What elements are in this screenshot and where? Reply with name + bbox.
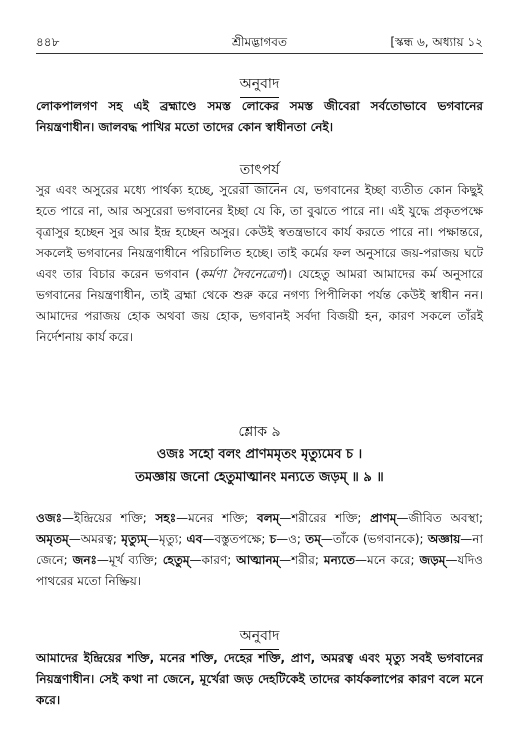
synonym-word: চ [269, 532, 277, 546]
synonym-meaning: মনে করে; [367, 553, 415, 567]
synonym-meaning: ইন্দ্রিয়ের শক্তি; [73, 511, 147, 525]
synonym-meaning: ও; [288, 532, 301, 546]
synonym-meaning: তাঁকে (ভগবানকে); [332, 532, 424, 546]
synonym-word: ওজঃ [36, 511, 62, 525]
translation-text-2: আমাদের ইন্দ্রিয়ের শক্তি, মনের শক্তি, দেহের শক্তি, প্রাণ, অমরত্ব এবং মৃত্যু সবই ভগবানের নিয়ন্ত্রণাধীন। সেই কথা না জেনে, মূর্খেরা জড় দেহটিকেই তাদের কার্যকলাপের কারণ বলে মনে করে। [36, 651, 483, 707]
synonym-meaning: যদিও পাথরের মতো নিষ্ক্রিয়। [36, 553, 483, 588]
book-title: শ্রীমদ্ভাগবত [231, 35, 287, 49]
header-rule [36, 53, 483, 54]
synonym-word: বলম্ [257, 511, 280, 525]
synonym-word: এব [186, 532, 203, 546]
synonym-word: মৃত্যুম্ [121, 532, 148, 546]
synonym-word: জনঃ [72, 553, 97, 567]
chapter-reference: [স্কন্ধ ৬, অধ্যায় ১২ [390, 35, 483, 49]
synonym-word: অজ্ঞায় [427, 532, 461, 546]
purport-quote: কর্মণা দৈবনেত্রেণ [199, 267, 283, 281]
synonym-word: মন্যতে [323, 553, 356, 567]
translation-heading-2: অনুবাদ [36, 624, 483, 650]
verse-line-2: তমজ্ঞায় জনো হেতুমাত্মানং মন্যতে জড়ম্ ॥ ৯ ॥ [135, 470, 384, 485]
synonym-meaning: মৃত্যু; [159, 532, 183, 546]
synonym-meaning: কারণ; [201, 553, 232, 567]
running-header [36, 34, 483, 50]
synonym-word: হেতুম্ [162, 553, 190, 567]
synonym-word: আত্মানম্ [236, 553, 280, 567]
translation-heading: অনুবাদ [36, 72, 483, 98]
verse-line-1: ওজঃ সহো বলং প্রাণমমৃতং মৃত্যুমেব চ । [156, 447, 363, 462]
synonym-word: জড়ম্ [419, 553, 446, 567]
synonym-meaning: শরীর; [291, 553, 319, 567]
synonym-meaning: জীবিত অবস্থা; [408, 511, 483, 525]
synonym-word: সহঃ [155, 511, 177, 525]
synonym-word: তম্ [305, 532, 321, 546]
purport-heading: তাৎপর্য [36, 158, 483, 184]
synonym-word: অমৃতম্ [36, 532, 69, 546]
word-for-word-synonyms: ওজঃ—ইন্দ্রিয়ের শক্তি; সহঃ—মনের শক্তি; বলম্—শরীরের শক্তি; প্রাণম্—জীবিত অবস্থা; অমৃতম্—অমরত্ব; মৃত্যুম্—মৃত্যু; এব—বস্তুতপক্ষে; চ—ও; তম্—তাঁকে (ভগবানকে); অজ্ঞায়—না জেনে; জনঃ—মূর্খ ব্যক্তি; হেতুম্—কারণ; আত্মানম্—শরীর; মন্যতে—মনে করে; জড়ম্—যদিও পাথরের মতো নিষ্ক্রিয়। [36, 511, 483, 588]
synonym-meaning: না জেনে; [36, 532, 483, 567]
translation-text: লোকপালগণ সহ এই ব্রহ্মাণ্ডে সমস্ত লোকের সমস্ত জীবেরা সর্বতোভাবে ভগবানের নিয়ন্ত্রণাধীন। জালবদ্ধ পাখির মতো তাদের কোন স্বাধীনতা নেই। [36, 99, 483, 134]
page-number: ৪৪৮ [36, 35, 60, 49]
verse-label: শ্লোক ৯ [238, 424, 281, 440]
synonym-meaning: বস্তুতপক্ষে; [214, 532, 266, 546]
synonym-word: প্রাণম্ [370, 511, 397, 525]
synonym-meaning: অমরত্ব; [80, 532, 117, 546]
purport-text: সুর এবং অসুরের মধ্যে পার্থক্য হচ্ছে, সুরেরা জানেন যে, ভগবানের ইচ্ছা ব্যতীত কোন কিছুই হতে পারে না, আর অসুরেরা ভগবানের ইচ্ছা যে কি, তা বুঝতে পারে না। এই যুদ্ধে প্রকৃতপক্ষে বৃত্রাসুর হচ্ছেন সুর আর ইন্দ্র হচ্ছেন অসুর। কেউই স্বতন্ত্রভাবে কার্য করতে পারে না। পক্ষান্তরে, সকলেই ভগবানের নিয়ন্ত্রণাধীনে পরিচালিত হচ্ছে। তাই কর্মের ফল অনুসারে জয়-পরাজয় ঘটে এবং তার বিচার করেন ভগবান (কর্মণা দৈবনেত্রেণ)। যেহেতু আমরা আমাদের কর্ম অনুসারে ভগবানের নিয়ন্ত্রণাধীন, তাই ব্রহ্মা থেকে শুরু করে নগণ্য পিপীলিকা পর্যন্ত কেউই স্বাধীন নন। আমাদের পরাজয় হোক অথবা জয় হোক, ভগবানই সর্বদা বিজয়ী হন, কারণ সকলে তাঁরই নির্দেশনায় কার্য করে। [36, 183, 483, 344]
synonym-meaning: মূর্খ ব্যক্তি; [108, 553, 158, 567]
synonym-meaning: শরীরের শক্তি; [291, 511, 362, 525]
synonym-meaning: মনের শক্তি; [188, 511, 249, 525]
